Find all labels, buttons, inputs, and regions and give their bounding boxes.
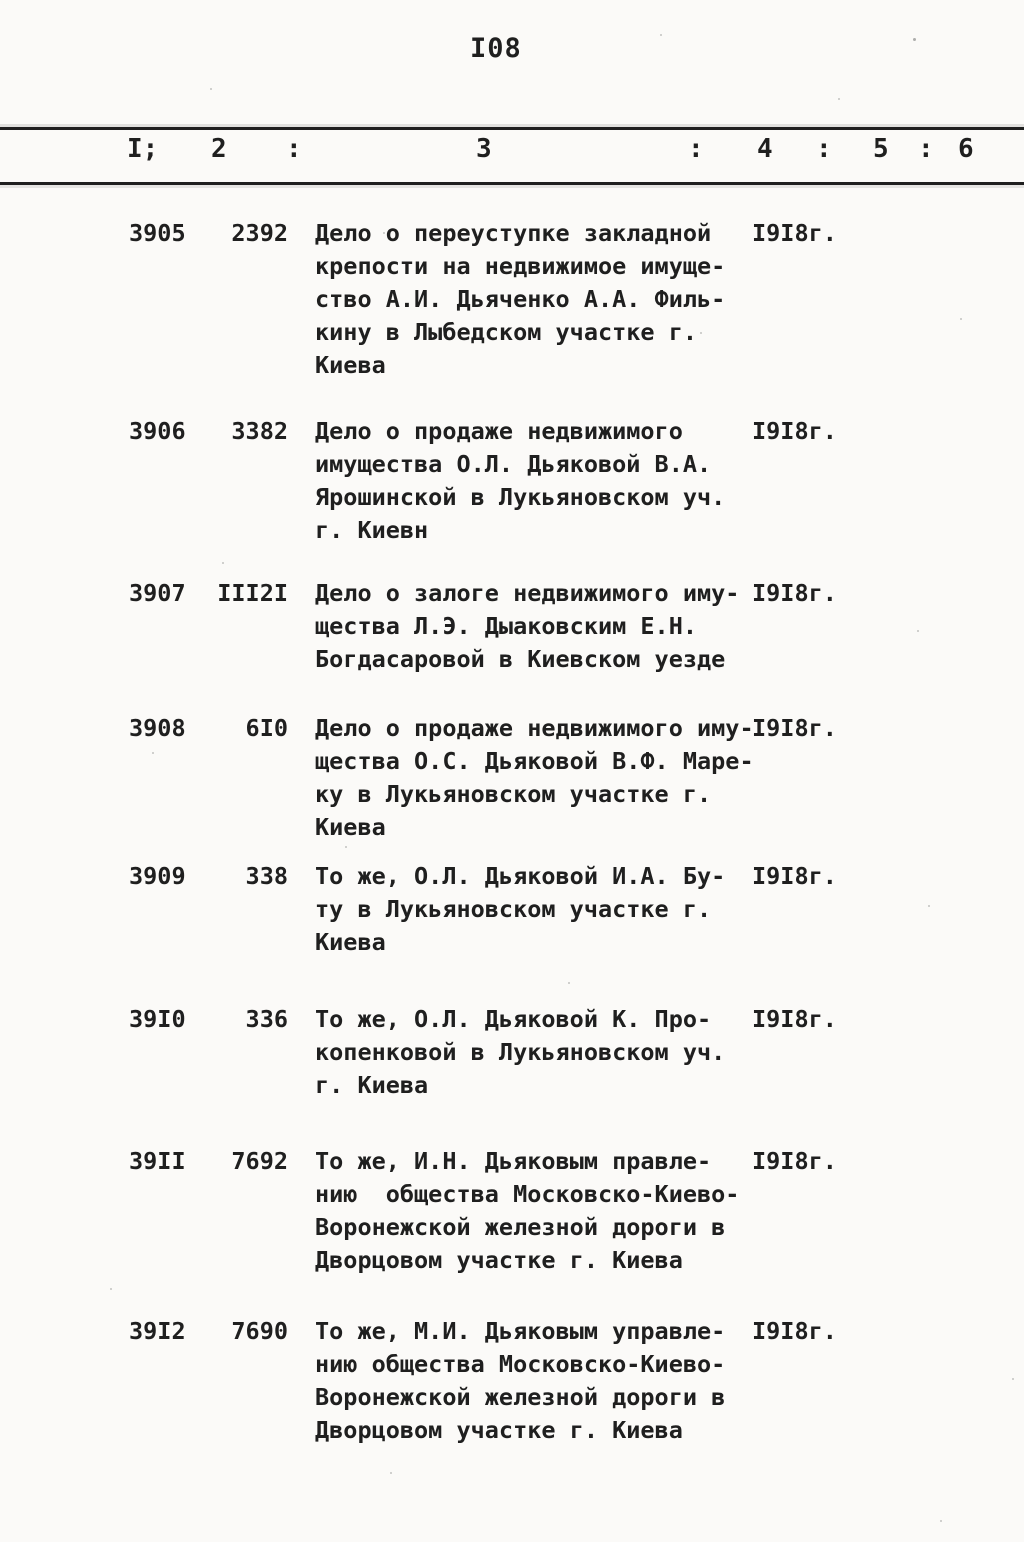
scan-speck	[917, 630, 919, 632]
case-description	[315, 712, 754, 844]
description-line: То же, О.Л. Дьяковой К. Про-	[315, 1005, 712, 1033]
column-header-1: I;	[127, 134, 159, 164]
description-line: Богдасаровой в Киевском уезде	[315, 645, 726, 673]
scan-speck	[838, 98, 840, 100]
description-line: Киева	[315, 351, 386, 379]
case-year: I9I8г.	[752, 219, 837, 247]
scan-speck	[390, 1472, 392, 1474]
column-separator: :	[918, 134, 934, 164]
description-line: нию общества Московско-Киево-	[315, 1180, 740, 1208]
scan-speck	[110, 1288, 112, 1290]
file-number: 7692	[231, 1147, 288, 1175]
case-year: I9I8г.	[752, 579, 837, 607]
scan-speck	[660, 34, 662, 36]
case-description	[315, 577, 739, 676]
page-number: I08	[470, 33, 522, 64]
description-line: Дело о продаже недвижимого	[315, 417, 683, 445]
description-line: Дворцовом участке г. Киева	[315, 1416, 683, 1444]
description-line: нию общества Московско-Киево-	[315, 1350, 726, 1378]
description-line: Киева	[315, 813, 386, 841]
description-line: Дело о залоге недвижимого иму-	[315, 579, 740, 607]
case-description	[315, 1145, 739, 1277]
row-number: 39I0	[129, 1005, 186, 1033]
scan-speck	[960, 318, 962, 320]
description-line: Ярошинской в Лукьяновском уч.	[315, 483, 726, 511]
scan-speck	[940, 1520, 942, 1522]
scan-speck	[345, 846, 347, 848]
description-line: щества Л.Э. Дыаковским Е.Н.	[315, 612, 698, 640]
description-line: ство А.И. Дьяченко А.А. Филь-	[315, 285, 726, 313]
row-number: 39II	[129, 1147, 186, 1175]
description-line: ку в Лукьяновском участке г.	[315, 780, 712, 808]
description-line: щества О.С. Дьяковой В.Ф. Маре-	[315, 747, 754, 775]
row-number: 3909	[129, 862, 186, 890]
column-header-3: 3	[476, 134, 492, 164]
scan-speck	[383, 232, 385, 234]
scan-speck	[928, 905, 930, 907]
description-line: кину в Лыбедском участке г.	[315, 318, 698, 346]
description-line: То же, И.Н. Дьяковым правле-	[315, 1147, 712, 1175]
column-separator: :	[688, 134, 704, 164]
description-line: г. Киева	[315, 1071, 429, 1099]
column-header-6: 6	[958, 134, 974, 164]
scan-speck	[913, 38, 916, 41]
description-line: То же, О.Л. Дьяковой И.А. Бу-	[315, 862, 726, 890]
case-description	[315, 860, 725, 959]
description-line: крепости на недвижимое имуще-	[315, 252, 726, 280]
row-number: 3906	[129, 417, 186, 445]
column-header-5: 5	[873, 134, 889, 164]
case-year: I9I8г.	[752, 417, 837, 445]
column-separator: :	[286, 134, 302, 164]
file-number: 2392	[231, 219, 288, 247]
scan-speck	[210, 88, 212, 90]
column-separator: :	[816, 134, 832, 164]
table-header-bottom-rule	[0, 182, 1024, 185]
row-number: 39I2	[129, 1317, 186, 1345]
description-line: копенковой в Лукьяновском уч.	[315, 1038, 726, 1066]
column-header-4: 4	[757, 134, 773, 164]
case-year: I9I8г.	[752, 1005, 837, 1033]
description-line: Киева	[315, 928, 386, 956]
file-number: III2I	[217, 579, 288, 607]
description-line: Дело о продаже недвижимого иму-	[315, 714, 754, 742]
case-year: I9I8г.	[752, 714, 837, 742]
file-number: 336	[245, 1005, 288, 1033]
case-year: I9I8г.	[752, 862, 837, 890]
row-number: 3905	[129, 219, 186, 247]
description-line: г. Киевн	[315, 516, 429, 544]
description-line: Дело о переуступке закладной	[315, 219, 712, 247]
scan-speck	[152, 752, 154, 754]
description-line: ту в Лукьяновском участке г.	[315, 895, 712, 923]
case-description	[315, 1315, 725, 1447]
row-number: 3908	[129, 714, 186, 742]
case-year: I9I8г.	[752, 1317, 837, 1345]
description-line: Воронежской железной дороги в	[315, 1213, 726, 1241]
file-number: 7690	[231, 1317, 288, 1345]
scan-speck	[700, 332, 702, 334]
case-description	[315, 1003, 725, 1102]
row-number: 3907	[129, 579, 186, 607]
table-top-rule	[0, 127, 1024, 130]
scan-speck	[222, 562, 224, 564]
file-number: 338	[245, 862, 288, 890]
description-line: То же, М.И. Дьяковым управле-	[315, 1317, 726, 1345]
file-number: 6I0	[245, 714, 288, 742]
case-year: I9I8г.	[752, 1147, 837, 1175]
column-header-2: 2	[211, 134, 227, 164]
case-description	[315, 415, 725, 547]
description-line: Воронежской железной дороги в	[315, 1383, 726, 1411]
case-description	[315, 217, 725, 382]
scan-speck	[568, 982, 570, 984]
description-line: имущества О.Л. Дьяковой В.А.	[315, 450, 712, 478]
description-line: Дворцовом участке г. Киева	[315, 1246, 683, 1274]
scan-speck	[1012, 1378, 1014, 1380]
file-number: 3382	[231, 417, 288, 445]
